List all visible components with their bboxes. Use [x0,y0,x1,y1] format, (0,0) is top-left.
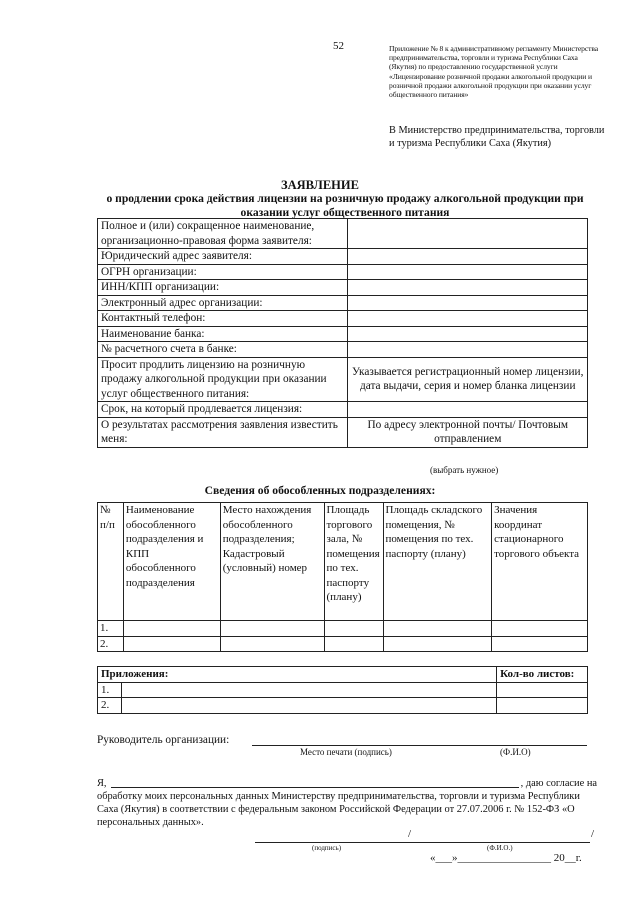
form-row [98,295,588,311]
form-row [98,280,588,296]
form-row [98,264,588,280]
page-number: 52 [333,40,344,52]
attachments-table [97,666,588,714]
form-row-value[interactable] [348,264,588,280]
form-row [98,417,588,447]
form-row-value[interactable] [348,219,588,249]
form-row [98,249,588,265]
table-cell[interactable] [383,621,492,637]
form-row-label: Наименование банка: [98,326,348,342]
form-row-label: № расчетного счета в банке: [98,342,348,358]
form-row [98,326,588,342]
sheet-count-label: Кол-во листов: [497,667,588,683]
table-cell[interactable] [492,636,588,652]
form-row-value[interactable] [348,402,588,418]
table-cell[interactable] [220,636,324,652]
form-row-value[interactable] [348,249,588,265]
form-row-value[interactable]: По адресу электронной почты/ Почтовым отправлением [348,417,588,447]
form-row [98,357,588,402]
sign-caption: (подпись) [312,844,342,852]
table-cell[interactable] [492,621,588,637]
column-header: Место нахождения обособленного подразделения; Кадастровый (условный) номер [220,503,324,621]
table-row [98,698,588,714]
table-row [98,621,588,637]
table-cell[interactable] [121,698,496,714]
choose-note: (выбрать нужное) [430,465,499,475]
application-form-table [97,218,588,448]
consent-prefix: Я, [97,778,107,789]
form-row-value[interactable] [348,280,588,296]
column-header: № п/п [98,503,124,621]
slash-separator: / [408,828,412,840]
subdivisions-heading: Сведения об обособленных подразделениях: [204,484,436,497]
table-cell[interactable] [324,621,383,637]
date-field[interactable]: «___»_________________ 20__г. [430,852,582,864]
document-subtitle: о продлении срока действия лицензии на розничную продажу алкогольной продукции при оказании услуг общественного питания [106,192,584,219]
appendix-note: Приложение № 8 к административному регламенту Министерства предпринимательства, торговли и туризма Республики Саха (Якутия) по предоставлению государственной услуги «Лицензирование розничной продажи алкогольной продукции и розничной продажи алкогольной продукции при оказании услуг общественного питания» [389,44,599,100]
form-row [98,311,588,327]
form-row-label: Просит продлить лицензию на розничную продажу алкогольной продукции при оказании услуг общественного питания: [98,357,348,402]
form-row-label: ИНН/КПП организации: [98,280,348,296]
column-header: Площадь торгового зала, № помещения по тех. паспорту (плану) [324,503,383,621]
row-number: 1. [98,621,124,637]
subdivisions-header-row [98,503,588,621]
form-row-value[interactable] [348,326,588,342]
table-cell[interactable] [383,636,492,652]
table-cell[interactable] [497,698,588,714]
form-row-value[interactable] [348,342,588,358]
form-row-label: Контактный телефон: [98,311,348,327]
column-header: Площадь складского помещения, № помещения по тех. паспорту (плану) [383,503,492,621]
table-row [98,682,588,698]
consent-text: обработку моих персональных данных Министерству предпринимательства, торговли и туризма Республики Саха (Якутия) в соответствии с федеральным законом Российской Федерации от 27.07.2006 г. № 152-ФЗ «О персональных данных». [97,791,580,828]
form-row [98,342,588,358]
table-cell[interactable] [324,636,383,652]
row-number: 2. [98,698,122,714]
form-row-label: Электронный адрес организации: [98,295,348,311]
table-cell[interactable] [123,636,220,652]
attachments-header-row [98,667,588,683]
attachments-label: Приложения: [98,667,497,683]
form-row [98,219,588,249]
form-row-label: О результатах рассмотрения заявления известить меня: [98,417,348,447]
row-number: 2. [98,636,124,652]
row-number: 1. [98,682,122,698]
form-row-label: Полное и (или) сокращенное наименование, организационно-правовая форма заявителя: [98,219,348,249]
column-header: Наименование обособленного подразделения и КПП обособленного подразделения [123,503,220,621]
form-row-label: ОГРН организации: [98,264,348,280]
consent-block [97,776,597,829]
column-header: Значения координат стационарного торгового объекта [492,503,588,621]
slash-separator: / [591,828,595,840]
table-cell[interactable] [220,621,324,637]
consent-suffix: , даю согласие на [520,778,597,789]
form-row-label: Юридический адрес заявителя: [98,249,348,265]
form-row [98,402,588,418]
head-signature-line[interactable] [252,745,587,746]
form-row-value[interactable] [348,295,588,311]
stamp-caption: Место печати (подпись) [300,747,392,757]
table-row [98,636,588,652]
table-cell[interactable] [121,682,496,698]
form-row-value[interactable]: Указывается регистрационный номер лицензии, дата выдачи, серия и номер бланка лицензии [348,357,588,402]
consent-name-field[interactable] [111,776,519,788]
fio-caption: (Ф.И.О) [500,747,531,757]
consent-fio-caption: (Ф.И.О.) [487,844,513,852]
table-cell[interactable] [497,682,588,698]
document-title: ЗАЯВЛЕНИЕ [281,178,359,192]
subdivisions-table [97,502,588,652]
consent-signature-line[interactable] [255,842,590,843]
form-row-label: Срок, на который продлевается лицензия: [98,402,348,418]
head-of-organization-label: Руководитель организации: [97,734,230,746]
addressee: В Министерство предпринимательства, торговли и туризма Республики Саха (Якутия) [389,125,605,149]
table-cell[interactable] [123,621,220,637]
form-row-value[interactable] [348,311,588,327]
